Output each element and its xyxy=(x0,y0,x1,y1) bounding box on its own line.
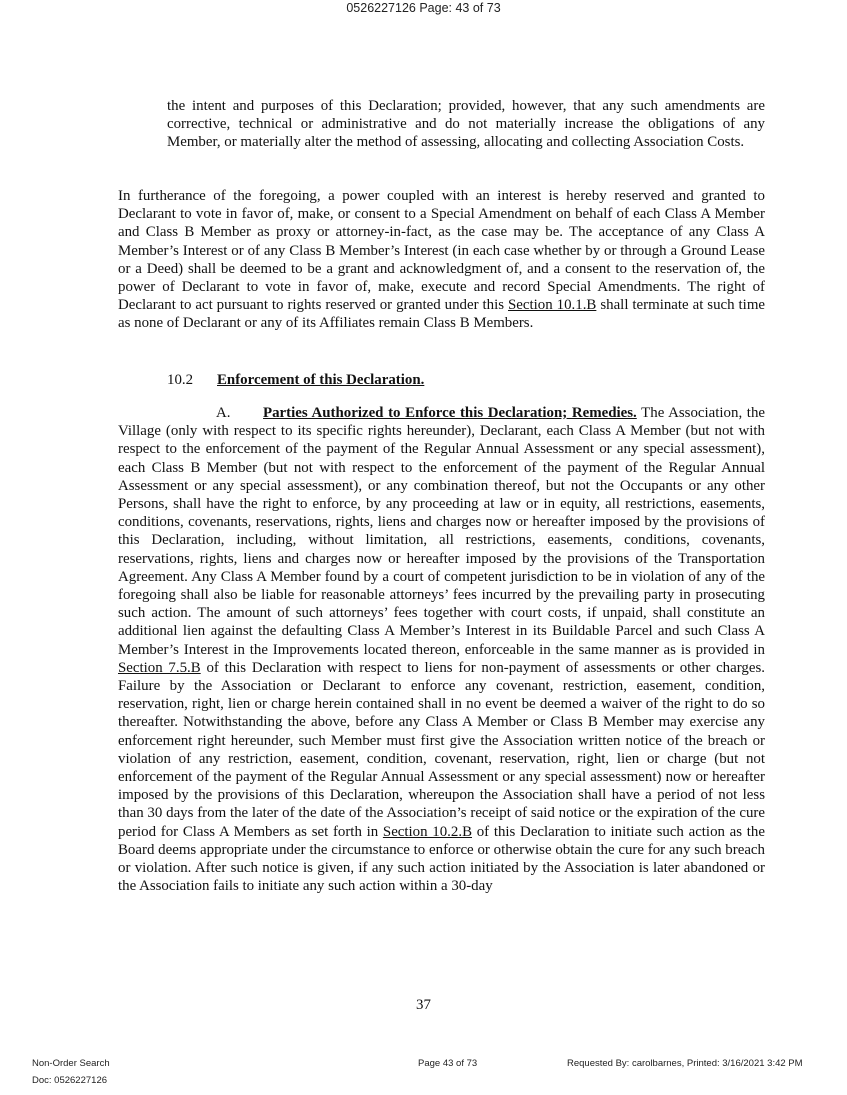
paragraph-text: of this Declaration with respect to liens for non-payment of assessments or other charges. Failure by the Association or Declarant to enforce any covenant, restriction, easement, condition, reservation, right, lien or charge herein contained shall in no event be deemed a waiver of the right to do so thereafter. Notwithstanding the above, before any Class A Member or Class B Member may exercise any enforcement right hereunder, such Member must first give the Association written notice of the breach or violation of any restriction, easement, condition, covenant, reservation, right, lien or charge (but not enforcement of the payment of the Regular Annual Assessment or any special assessment) now or hereafter imposed by the provisions of this Declaration, whereupon the Association shall have a period of not less than 30 days from the later of the date of the Association’s receipt of said notice or the expiration of the cure period for Class A Members as set forth in xyxy=(118,659,766,840)
indented-paragraph-text: the intent and purposes of this Declaration; provided, however, that any such amendments are corrective, technical or administrative and do not materially increase the obligations of any Member, or materially alter the method of assessing, allocating and collecting Association Costs. xyxy=(167,98,765,151)
paragraph-text: In furtherance of the foregoing, a power coupled with an interest is hereby reserved and granted to Declarant to vote in favor of, make, or consent to a Special Amendment on behalf of each Class A Member and Class B Member as proxy or attorney-in-fact, as the case may be. The acceptance of any Class A Member’s Interest or of any Class B Member’s Interest (in each case whether by or through a Ground Lease or a Deed) shall be deemed to be a grant and acknowledgment of, and a consent to the reservation of, the power of Declarant to vote in favor of, make, execute and record Special Amendments. The right of Declarant to act pursuant to rights reserved or granted under this xyxy=(118,188,765,314)
section-reference: Section 10.1.B xyxy=(508,297,597,314)
subsection-title: Parties Authorized to Enforce this Declaration; Remedies. xyxy=(263,405,637,421)
footer-left-line1: Non-Order Search xyxy=(32,1058,110,1069)
subsection-paragraph xyxy=(118,404,765,895)
section-number: 10.2 xyxy=(167,372,194,388)
indented-paragraph xyxy=(167,97,765,152)
footer-requested-by: Requested By: carolbarnes, Printed: 3/16/2021 3:42 PM xyxy=(567,1058,803,1069)
page-number: 37 xyxy=(416,997,431,1013)
section-reference: Section 7.5.B xyxy=(118,659,201,676)
section-reference: Section 10.2.B xyxy=(382,823,472,840)
paragraph-text: shall terminate at such time as none of Declarant or any of its Affiliates remain Class B Members. xyxy=(118,297,766,332)
paragraph-text: The Association, the Village (only with respect to its specific rights hereunder), Declarant, each Class A Member (but not with respect to the enforcement of the payment of the Regular Annual Assessment or any special assessment), each Class B Member (but not with respect to the enforcement of the payment of the Regular Annual Assessment or any special assessment), or any combination thereof, but not the Occupants or any other Persons, shall have the right to enforce, by any proceeding at law or in equity, all restrictions, easements, conditions, covenants, reservations, rights, liens and charges now or hereafter imposed by the provisions of this Declaration, including, without limitation, all restrictions, easements, conditions, covenants, reservations, rights, liens and charges now or hereafter imposed by the provisions of the Transportation Agreement. Any Class A Member found by a court of competent jurisdiction to be in violation of any of the foregoing shall also be liable for reasonable attorneys’ fees incurred by the prevailing party in prosecuting such action. The amount of such attorneys’ fees together with court costs, if unpaid, shall constitute an additional lien against the defaulting Class A Member’s Interest in its Buildable Parcel and such Class A Member’s Interest in the Improvements located thereon, enforceable in the same manner as is provided in xyxy=(118,405,766,658)
footer-left-line2: Doc: 0526227126 xyxy=(32,1075,108,1086)
section-title: Enforcement of this Declaration. xyxy=(217,372,425,388)
subsection-letter: A. xyxy=(216,405,231,421)
paragraph-furtherance xyxy=(118,187,765,333)
document-page-header: 0526227126 Page: 43 of 73 xyxy=(346,1,501,15)
footer-page-indicator: Page 43 of 73 xyxy=(418,1058,478,1069)
section-heading xyxy=(167,371,424,389)
paragraph-text: of this Declaration to initiate such action as the Board deems appropriate under the circumstance to enforce or otherwise obtain the cure for any such breach or violation. After such notice is given, if any such action initiated by the Association is later abandoned or the Association fails to initiate any such action within a 30-day xyxy=(118,823,765,895)
